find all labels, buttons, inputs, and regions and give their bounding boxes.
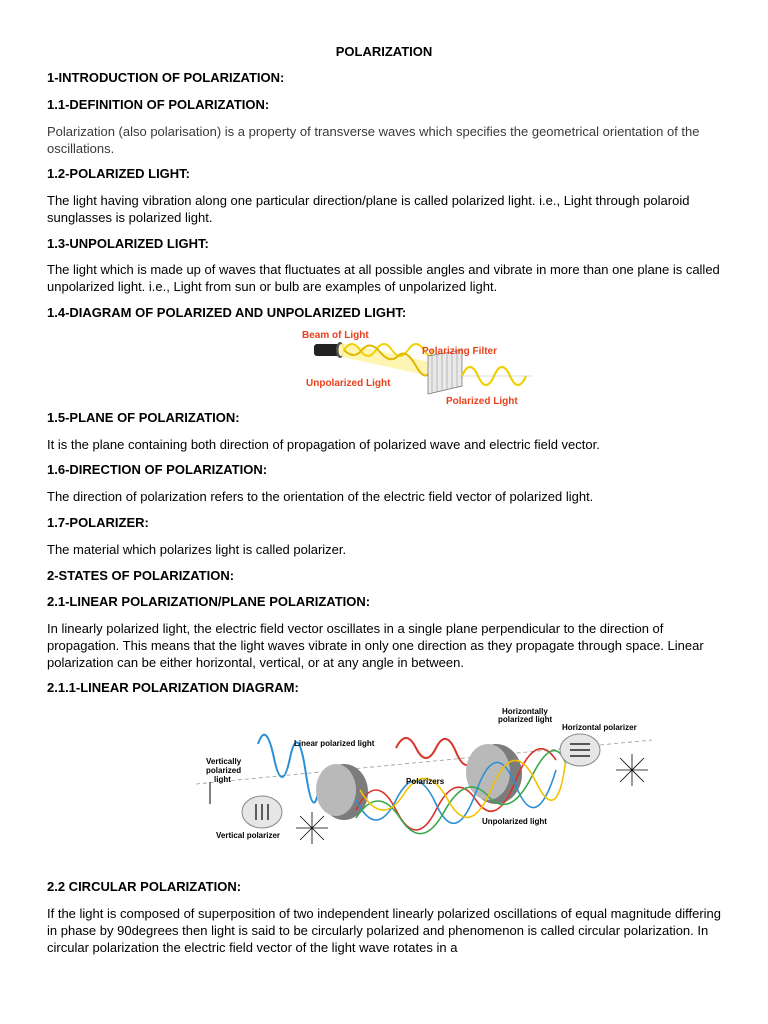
paragraph-linear: In linearly polarized light, the electric field vector oscillates in a single plane perpendicular to the direction of propagation. This means that the light waves vibrate in only one direction as they propagate through space. Linear polarization can be either horizontal, vertical, or at any angle in between.	[47, 621, 704, 670]
heading-diagram: 1.4-DIAGRAM OF POLARIZED AND UNPOLARIZED LIGHT:	[47, 305, 407, 320]
label-unpolarized-light: Unpolarized light	[482, 817, 547, 826]
paragraph-polarizer: The material which polarizes light is called polarizer.	[47, 542, 347, 557]
paragraph-circular: If the light is composed of superposition of two independent linearly polarized oscillations of equal magnitude differing in phase by 90degrees then light is said to be circularly polarized and phenomenon is called circular polarization. In circular polarization the electric field vector of the light wave rotates in a	[47, 906, 722, 955]
heading-polarized-light: 1.2-POLARIZED LIGHT:	[47, 166, 191, 181]
horizontal-polarizer	[560, 734, 600, 766]
label-vertically-3: light	[214, 775, 231, 784]
paragraph-polarized-light: The light having vibration along one particular direction/plane is called polarized light. i.e., Light through polaroid sunglasses is polarized light.	[47, 193, 690, 225]
vertical-polarizer	[242, 796, 282, 828]
star-arrows-icon-right	[616, 754, 648, 786]
label-linear: Linear polarized light	[294, 739, 375, 748]
label-vertically: Vertically	[206, 757, 242, 766]
label-beam: Beam of Light	[302, 330, 369, 341]
label-unpolarized: Unpolarized Light	[306, 378, 391, 389]
label-polarized: Polarized Light	[446, 396, 518, 407]
heading-circular: 2.2 CIRCULAR POLARIZATION:	[47, 879, 242, 894]
paragraph-plane: It is the plane containing both direction of propagation of polarized wave and electric field vector.	[47, 437, 600, 452]
paragraph-definition: Polarization (also polarisation) is a property of transverse waves which specifies the geometrical orientation of the oscillations.	[47, 124, 700, 156]
heading-states: 2-STATES OF POLARIZATION:	[47, 568, 235, 583]
heading-polarizer: 1.7-POLARIZER:	[47, 515, 149, 530]
label-horizontally: Horizontally	[502, 707, 548, 716]
heading-definition: 1.1-DEFINITION OF POLARIZATION:	[47, 97, 270, 112]
label-polarizers: Polarizers	[406, 777, 445, 786]
label-filter: Polarizing Filter	[422, 346, 498, 357]
polarization-diagram-figure	[300, 326, 562, 410]
paragraph-direction: The direction of polarization refers to the orientation of the electric field vector of polarized light.	[47, 489, 594, 504]
heading-linear-diagram: 2.1.1-LINEAR POLARIZATION DIAGRAM:	[47, 680, 299, 695]
linear-polarization-figure	[196, 700, 652, 850]
heading-direction: 1.6-DIRECTION OF POLARIZATION:	[47, 462, 268, 477]
heading-introduction: 1-INTRODUCTION OF POLARIZATION:	[47, 70, 285, 85]
label-horizontally-2: polarized light	[498, 715, 553, 724]
doc-title: POLARIZATION	[335, 44, 433, 59]
paragraph-unpolarized-light: The light which is made up of waves that fluctuates at all possible angles and vibrate in more than one plane is called unpolarized light. i.e., Light from sun or bulb are examples of unpolarized light.	[47, 262, 720, 294]
light-beam	[342, 343, 430, 376]
heading-unpolarized-light: 1.3-UNPOLARIZED LIGHT:	[47, 236, 209, 251]
label-vertical-polarizer: Vertical polarizer	[216, 831, 281, 840]
heading-linear: 2.1-LINEAR POLARIZATION/PLANE POLARIZATION:	[47, 594, 371, 609]
flashlight-icon	[314, 342, 344, 358]
label-vertically-2: polarized	[206, 766, 242, 775]
heading-plane: 1.5-PLANE OF POLARIZATION:	[47, 410, 240, 425]
star-arrows-icon	[296, 812, 328, 844]
label-horizontal-polarizer: Horizontal polarizer	[562, 723, 637, 732]
